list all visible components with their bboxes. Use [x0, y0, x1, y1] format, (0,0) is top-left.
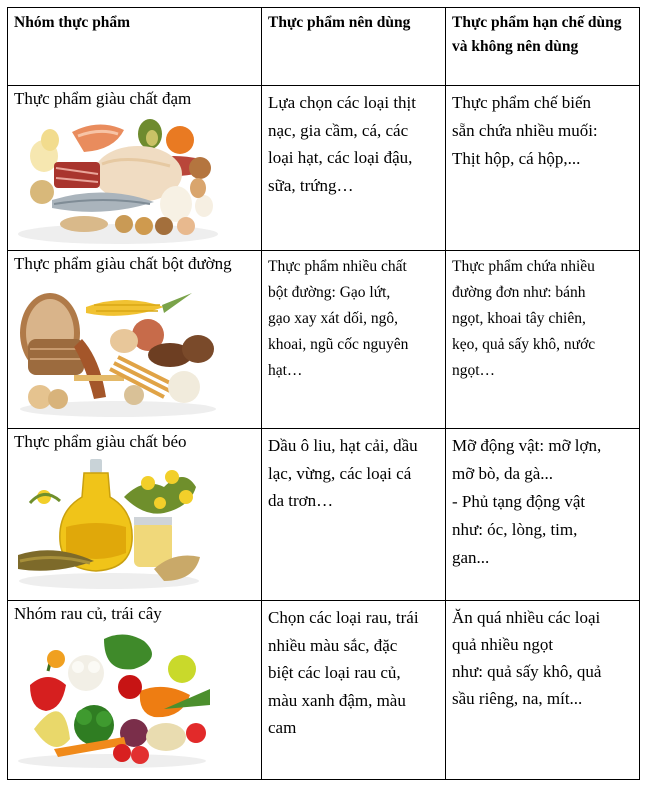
- food-group-name: Thực phẩm giàu chất đạm: [14, 89, 192, 108]
- limited-foods-cell: [446, 601, 640, 780]
- food-group-cell: [8, 86, 262, 251]
- limited-line: mỡ bò, da gà...: [452, 464, 554, 483]
- limited-line: như: óc, lòng, tim,: [452, 520, 578, 539]
- recommended-line: biệt các loại rau củ,: [268, 663, 401, 682]
- food-group-cell: [8, 429, 262, 601]
- recommended-line: cam: [268, 718, 297, 737]
- recommended-foods-cell: [262, 86, 446, 251]
- limited-line: Thực phẩm chứa nhiều: [452, 258, 595, 275]
- recommended-foods-cell: [262, 429, 446, 601]
- header-food-group: Nhóm thực phẩm: [8, 8, 262, 86]
- protein-foods-image: [14, 114, 222, 248]
- limited-line: như: quả sấy khô, quả: [452, 662, 602, 681]
- food-groups-table: [7, 7, 640, 780]
- limited-line: gan...: [452, 548, 490, 567]
- recommended-line: màu xanh đậm, màu: [268, 690, 406, 710]
- recommended-line: nhiều màu sắc, đặc: [268, 635, 398, 655]
- header-limited: Thực phẩm hạn chế dùng và không nên dùng: [446, 8, 640, 86]
- recommended-line: Chọn các loại rau, trái: [268, 608, 419, 627]
- limited-line: sẵn chứa nhiều muối:: [452, 121, 598, 140]
- recommended-foods-cell: [262, 251, 446, 429]
- recommended-line: nạc, gia cầm, cá, các: [268, 120, 409, 140]
- food-group-name: Thực phẩm giàu chất bột đường: [14, 254, 232, 273]
- limited-line: sầu riêng, na, mít...: [452, 689, 583, 708]
- recommended-line: bột đường: Gạo lứt,: [268, 284, 391, 301]
- table-row: [8, 86, 640, 251]
- limited-foods-cell: [446, 251, 640, 429]
- recommended-line: loại hạt, các loại đậu,: [268, 148, 413, 167]
- table-row: [8, 601, 640, 780]
- limited-line: - Phủ tạng động vật: [452, 492, 586, 511]
- limited-line: đường đơn như: bánh: [452, 284, 586, 301]
- vegetables-fruits-image: [14, 629, 210, 769]
- limited-line: ngọt…: [452, 362, 496, 379]
- recommended-line: Thực phẩm nhiều chất: [268, 258, 407, 275]
- recommended-line: Dầu ô liu, hạt cải, dầu: [268, 436, 418, 455]
- recommended-line: Lựa chọn các loại thịt: [268, 93, 416, 112]
- limited-line: Thịt hộp, cá hộp,...: [452, 149, 581, 168]
- recommended-line: hạt…: [268, 362, 303, 379]
- carbohydrate-foods-image: [14, 279, 222, 419]
- recommended-line: gạo xay xát dối, ngô,: [268, 310, 399, 327]
- table-row: [8, 429, 640, 601]
- limited-foods-cell: [446, 86, 640, 251]
- limited-line: kẹo, quả sấy khô, nước: [452, 336, 596, 353]
- limited-line: Thực phẩm chế biến: [452, 93, 592, 112]
- table-row: [8, 251, 640, 429]
- food-group-name: Thực phẩm giàu chất béo: [14, 432, 187, 451]
- limited-foods-cell: [446, 429, 640, 601]
- fat-foods-image: [14, 457, 204, 591]
- recommended-line: sữa, trứng…: [268, 175, 354, 195]
- food-group-cell: [8, 601, 262, 780]
- food-group-name: Nhóm rau củ, trái cây: [14, 604, 162, 623]
- recommended-foods-cell: [262, 601, 446, 780]
- recommended-line: khoai, ngũ cốc nguyên: [268, 336, 409, 353]
- recommended-line: da trơn…: [268, 491, 334, 510]
- limited-line: ngọt, khoai tây chiên,: [452, 310, 586, 327]
- limited-line: quả nhiều ngọt: [452, 635, 554, 654]
- food-group-cell: [8, 251, 262, 429]
- header-row: [8, 8, 640, 86]
- header-recommended: Thực phẩm nên dùng: [262, 8, 446, 86]
- recommended-line: lạc, vừng, các loại cá: [268, 463, 412, 483]
- limited-line: Mỡ động vật: mỡ lợn,: [452, 436, 602, 455]
- limited-line: Ăn quá nhiều các loại: [452, 608, 601, 627]
